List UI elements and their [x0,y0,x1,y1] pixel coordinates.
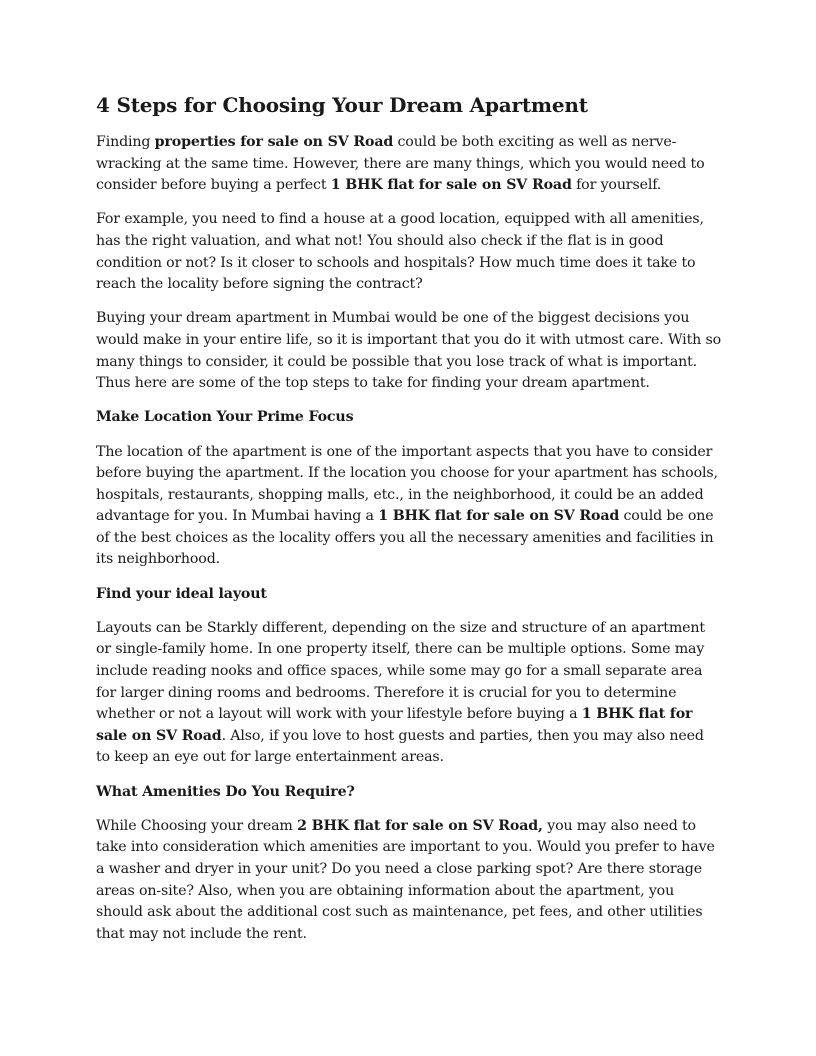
keyword-link: properties for sale on SV Road [154,134,394,150]
text-run: for yourself. [571,177,662,194]
keyword-link: 1 BHK flat for sale on SV Road [330,177,572,194]
document-page [96,92,722,958]
keyword-link: 1 BHK flat for sale on SV Road [96,706,693,744]
keyword-link: 2 BHK flat for sale on SV Road, [297,817,543,834]
text-run: you may also need to take into consideration which amenities are important to you. Would you prefer to have a washer and dryer in your unit? Do you need a close parking spot? Are there storage areas on-site? Also, when you are obtaining information about the apartment, you should ask about the additional cost such as maintenance, pet fees, and other utilities that may not include the rent. [96,817,715,942]
section-heading-location: Make Location Your Prime Focus [96,409,354,426]
text-run: could be one of the best choices as the locality offers you all the necessary amenities and facilities in its neighborhood. [96,508,714,568]
text-run: . Also, if you love to host guests and parties, then you may also need to keep an eye out for large entertainment areas. [96,727,704,766]
section-layout-paragraph [96,618,722,769]
text-run: Finding [96,134,155,150]
keyword-link: 1 BHK flat for sale on SV Road [378,508,620,525]
text-run: The location of the apartment is one of the important aspects that you have to consider before buying the apartment. If the location you choose for your apartment has schools, hospitals, restaurants, shopping malls, etc., in the neighborhood, it could be an added advantage for you. In Mumbai having a [96,443,718,525]
page-title: 4 Steps for Choosing Your Dream Apartment [96,93,588,117]
text-run: Layouts can be Starkly different, depending on the size and structure of an apartment or single-family home. In one property itself, there can be multiple options. Some may include reading nooks and office spaces, while some may go for a small separate area for larger dining rooms and bedrooms. Therefore it is crucial for you to determine whether or not a layout will work with your lifestyle before buying a [96,619,705,723]
intro-paragraph-2: For example, you need to find a house at a good location, equipped with all amenities, has the right valuation, and what not! You should also check if the flat is in good condition or not? Is it closer to schools and hospitals? How much time does it take to reach the locality before signing the contract? [96,211,704,293]
section-amenities-paragraph [96,816,722,946]
section-location-paragraph [96,442,722,572]
intro-paragraph-1 [96,132,722,197]
text-run: could be both exciting as well as nerve-wracking at the same time. However, there are many things, which you would need to consider before buying a perfect [96,134,705,194]
section-heading-layout: Find your ideal layout [96,585,267,602]
section-heading-amenities: What Amenities Do You Require? [96,783,355,800]
text-run: While Choosing your dream [96,817,298,834]
intro-paragraph-3: Buying your dream apartment in Mumbai would be one of the biggest decisions you would make in your entire life, so it is important that you do it with utmost care. With so many things to consider, it could be possible that you lose track of what is important. Thus here are some of the top steps to take for finding your dream apartment. [96,310,721,392]
